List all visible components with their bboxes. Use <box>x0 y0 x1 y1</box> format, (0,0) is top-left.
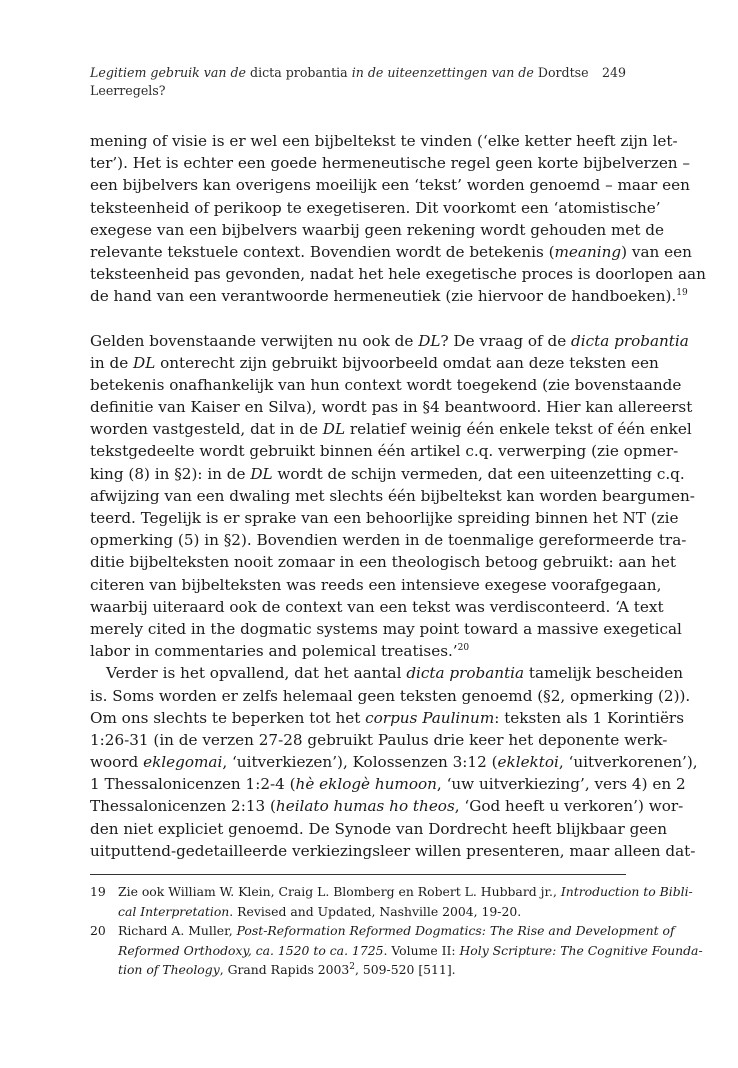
text-line: teksteenheid pas gevonden, nadat het hele exegetische proces is doorlopen aan <box>90 265 706 284</box>
page-number: 249 <box>601 65 626 80</box>
text-span: wordt de schijn vermeden, dat een uiteenzetting c.q. <box>272 464 685 483</box>
italic-term: meaning <box>554 242 622 261</box>
text-line: opmerking (5) in §2). Bovendien werden in de toenmalige gereformeerde tra- <box>90 531 687 550</box>
text-span: , ‘uw uitverkiezing’, vers 4) en 2 <box>436 775 686 794</box>
text-span: . Volume II: <box>383 942 460 958</box>
italic-term: eklegomai <box>143 753 223 772</box>
footnote-20 <box>90 921 703 980</box>
rh-part-2: dicta probantia <box>250 65 348 80</box>
text-span: woord <box>90 753 144 772</box>
italic-term: corpus Paulinum <box>365 708 495 727</box>
text-line <box>90 707 684 729</box>
text-line: 1:26-31 (in de verzen 27-28 gebruikt Paulus drie keer het deponente werk- <box>90 730 668 749</box>
text-span: , ‘God heeft u verkoren’) wor- <box>454 797 684 816</box>
text-line <box>90 241 692 263</box>
footnote-number: 19 <box>90 884 106 899</box>
footnote-number: 20 <box>90 923 106 938</box>
italic-term: dicta probantia <box>406 664 525 683</box>
footnote-line <box>118 960 626 980</box>
footnote-line <box>118 882 693 902</box>
rh-part-4: Dordtse Leerregels? <box>90 65 589 98</box>
text-line: waarbij uiteraard ook de context van een tekst was verdisconteerd. ‘A text <box>90 597 664 616</box>
rh-part-1: Legitiem gebruik van de <box>90 65 247 80</box>
italic-term: DL <box>418 331 441 350</box>
text-line: een bijbelvers kan overigens moeilijk een ‘tekst’ worden genoemd – maar een <box>90 176 690 195</box>
text-span: Gelden bovenstaande verwijten nu ook de <box>90 331 419 350</box>
text-span: Zie ook William W. Klein, Craig L. Blomberg en Robert L. Hubbard jr., <box>118 884 561 899</box>
text-line: den niet expliciet genoemd. De Synode van Dordrecht heeft blijkbaar geen <box>90 819 668 838</box>
italic-title: cal Interpretation <box>118 903 230 919</box>
footnote-19 <box>90 882 693 921</box>
footnotes <box>90 882 703 980</box>
italic-term: DL <box>250 464 273 483</box>
text-span: tamelijk bescheiden <box>524 664 684 683</box>
text-span: , 509-520 [511]. <box>355 962 456 977</box>
italic-term: hè eklogè humoon <box>295 775 437 794</box>
footnote-ref-19[interactable]: 19 <box>676 288 688 299</box>
text-span: : teksten als 1 Korintiërs <box>494 708 684 727</box>
italic-title: Reformed Orthodoxy, ca. 1520 to ca. 1725 <box>118 942 384 958</box>
text-line <box>90 751 698 773</box>
italic-term: heilato humas ho theos <box>275 797 455 816</box>
italic-title: Post-Reformation Reformed Dogmatics: The Rise and Development of <box>236 923 675 938</box>
text-line <box>90 463 685 485</box>
text-line: tekstgedeelte wordt gebruikt binnen één artikel c.q. verwerping (zie opmer- <box>90 442 679 461</box>
text-span: relevante tekstuele context. Bovendien wordt de betekenis ( <box>90 242 555 261</box>
text-line: uitputtend-gedetailleerde verkiezingsleer willen presenteren, maar alleen dat- <box>90 841 696 860</box>
section-gap <box>90 308 626 330</box>
italic-term: DL <box>133 353 156 372</box>
text-span: , ‘uitverkiezen’), Kolossenzen 3:12 ( <box>222 753 498 772</box>
text-line: ter’). Het is echter een goede hermeneutische regel geen korte bijbelverzen – <box>90 154 691 173</box>
text-line <box>90 640 626 662</box>
text-line <box>90 662 684 684</box>
text-span: relatief weinig één enkele tekst of één enkel <box>345 420 692 439</box>
paragraph-1 <box>90 130 706 308</box>
text-line: mening of visie is er wel een bijbeltekst te vinden (‘elke ketter heeft zijn let- <box>90 132 678 150</box>
text-line <box>90 795 684 817</box>
text-line <box>90 285 688 307</box>
text-line: is. Soms worden er zelfs helemaal geen teksten genoemd (§2, opmerking (2)). <box>90 686 691 705</box>
text-span: , Grand Rapids 2003 <box>219 962 350 977</box>
text-span: Richard A. Muller, <box>118 923 237 938</box>
text-line <box>90 418 692 440</box>
text-span: ) van een <box>621 242 692 261</box>
text-span: Thessalonicenzen 2:13 ( <box>90 797 276 816</box>
italic-term: dicta probantia <box>571 331 689 350</box>
text-span: ? De vraag of de <box>440 331 572 350</box>
footnote-line <box>118 941 703 961</box>
text-line: teerd. Tegelijk is er sprake van een behoorlijke spreiding binnen het NT (zie <box>90 509 679 527</box>
text-line: merely cited in the dogmatic systems may point toward a massive exegetical <box>90 619 682 638</box>
text-span: , ‘uitverkorenen’), <box>558 753 698 772</box>
paragraph-2 <box>90 330 695 663</box>
italic-title: Holy Scripture: The Cognitive Founda- <box>459 942 703 958</box>
text-line: ditie bijbelteksten nooit zomaar in een theologisch betoog gebruikt: aan het <box>90 553 676 572</box>
text-line <box>90 773 686 795</box>
running-head-title <box>90 65 589 98</box>
italic-term: eklektoi <box>497 753 559 772</box>
paragraph-3 <box>90 662 698 862</box>
footnote-line <box>118 902 626 922</box>
italic-title: tion of Theology <box>118 962 220 977</box>
text-span: king (8) in §2): in de <box>90 464 251 483</box>
text-span: labor in commentaries and polemical treatises.’ <box>90 642 458 661</box>
text-line: teksteenheid of perikoop te exegetiseren. Dit voorkomt een ‘atomistische’ <box>90 198 661 217</box>
italic-term: DL <box>322 420 346 439</box>
italic-title: Introduction to Bibli- <box>560 884 693 899</box>
text-line: afwijzing van een dwaling met slechts één bijbeltekst kan worden beargumen- <box>90 486 695 505</box>
text-span: in de <box>90 353 134 372</box>
text-span: Om ons slechts te beperken tot het <box>90 708 366 727</box>
text-line: definitie van Kaiser en Silva), wordt pas in §4 beantwoord. Hier kan allereerst <box>90 398 693 417</box>
footnote-divider <box>90 874 626 875</box>
text-line <box>90 352 659 374</box>
rh-part-3: in de uiteenzettingen van de <box>351 65 534 80</box>
text-span: de hand van een verantwoorde hermeneutiek (zie hiervoor de handboeken). <box>90 287 677 306</box>
footnote-line <box>118 921 675 941</box>
text-span: worden vastgesteld, dat in de <box>90 420 323 439</box>
text-span: onterecht zijn gebruikt bijvoorbeeld omdat aan deze teksten een <box>155 353 659 372</box>
body-text <box>90 130 706 862</box>
running-head <box>90 64 626 100</box>
text-span: Verder is het opvallend, dat het aantal <box>106 664 407 683</box>
text-span: 1 Thessalonicenzen 1:2-4 ( <box>90 775 296 794</box>
text-span: . Revised and Updated, Nashville 2004, 19-20. <box>229 903 522 919</box>
text-line: citeren van bijbelteksten was reeds een intensieve exegese voorafgegaan, <box>90 575 662 594</box>
text-line: exegese van een bijbelvers waarbij geen rekening wordt gehouden met de <box>90 220 665 239</box>
text-line: betekenis onafhankelijk van hun context wordt toegekend (zie bovenstaande <box>90 375 682 394</box>
text-line <box>90 330 689 352</box>
footnote-ref-20[interactable]: 20 <box>457 643 470 654</box>
edition-superscript: 2 <box>349 961 356 972</box>
